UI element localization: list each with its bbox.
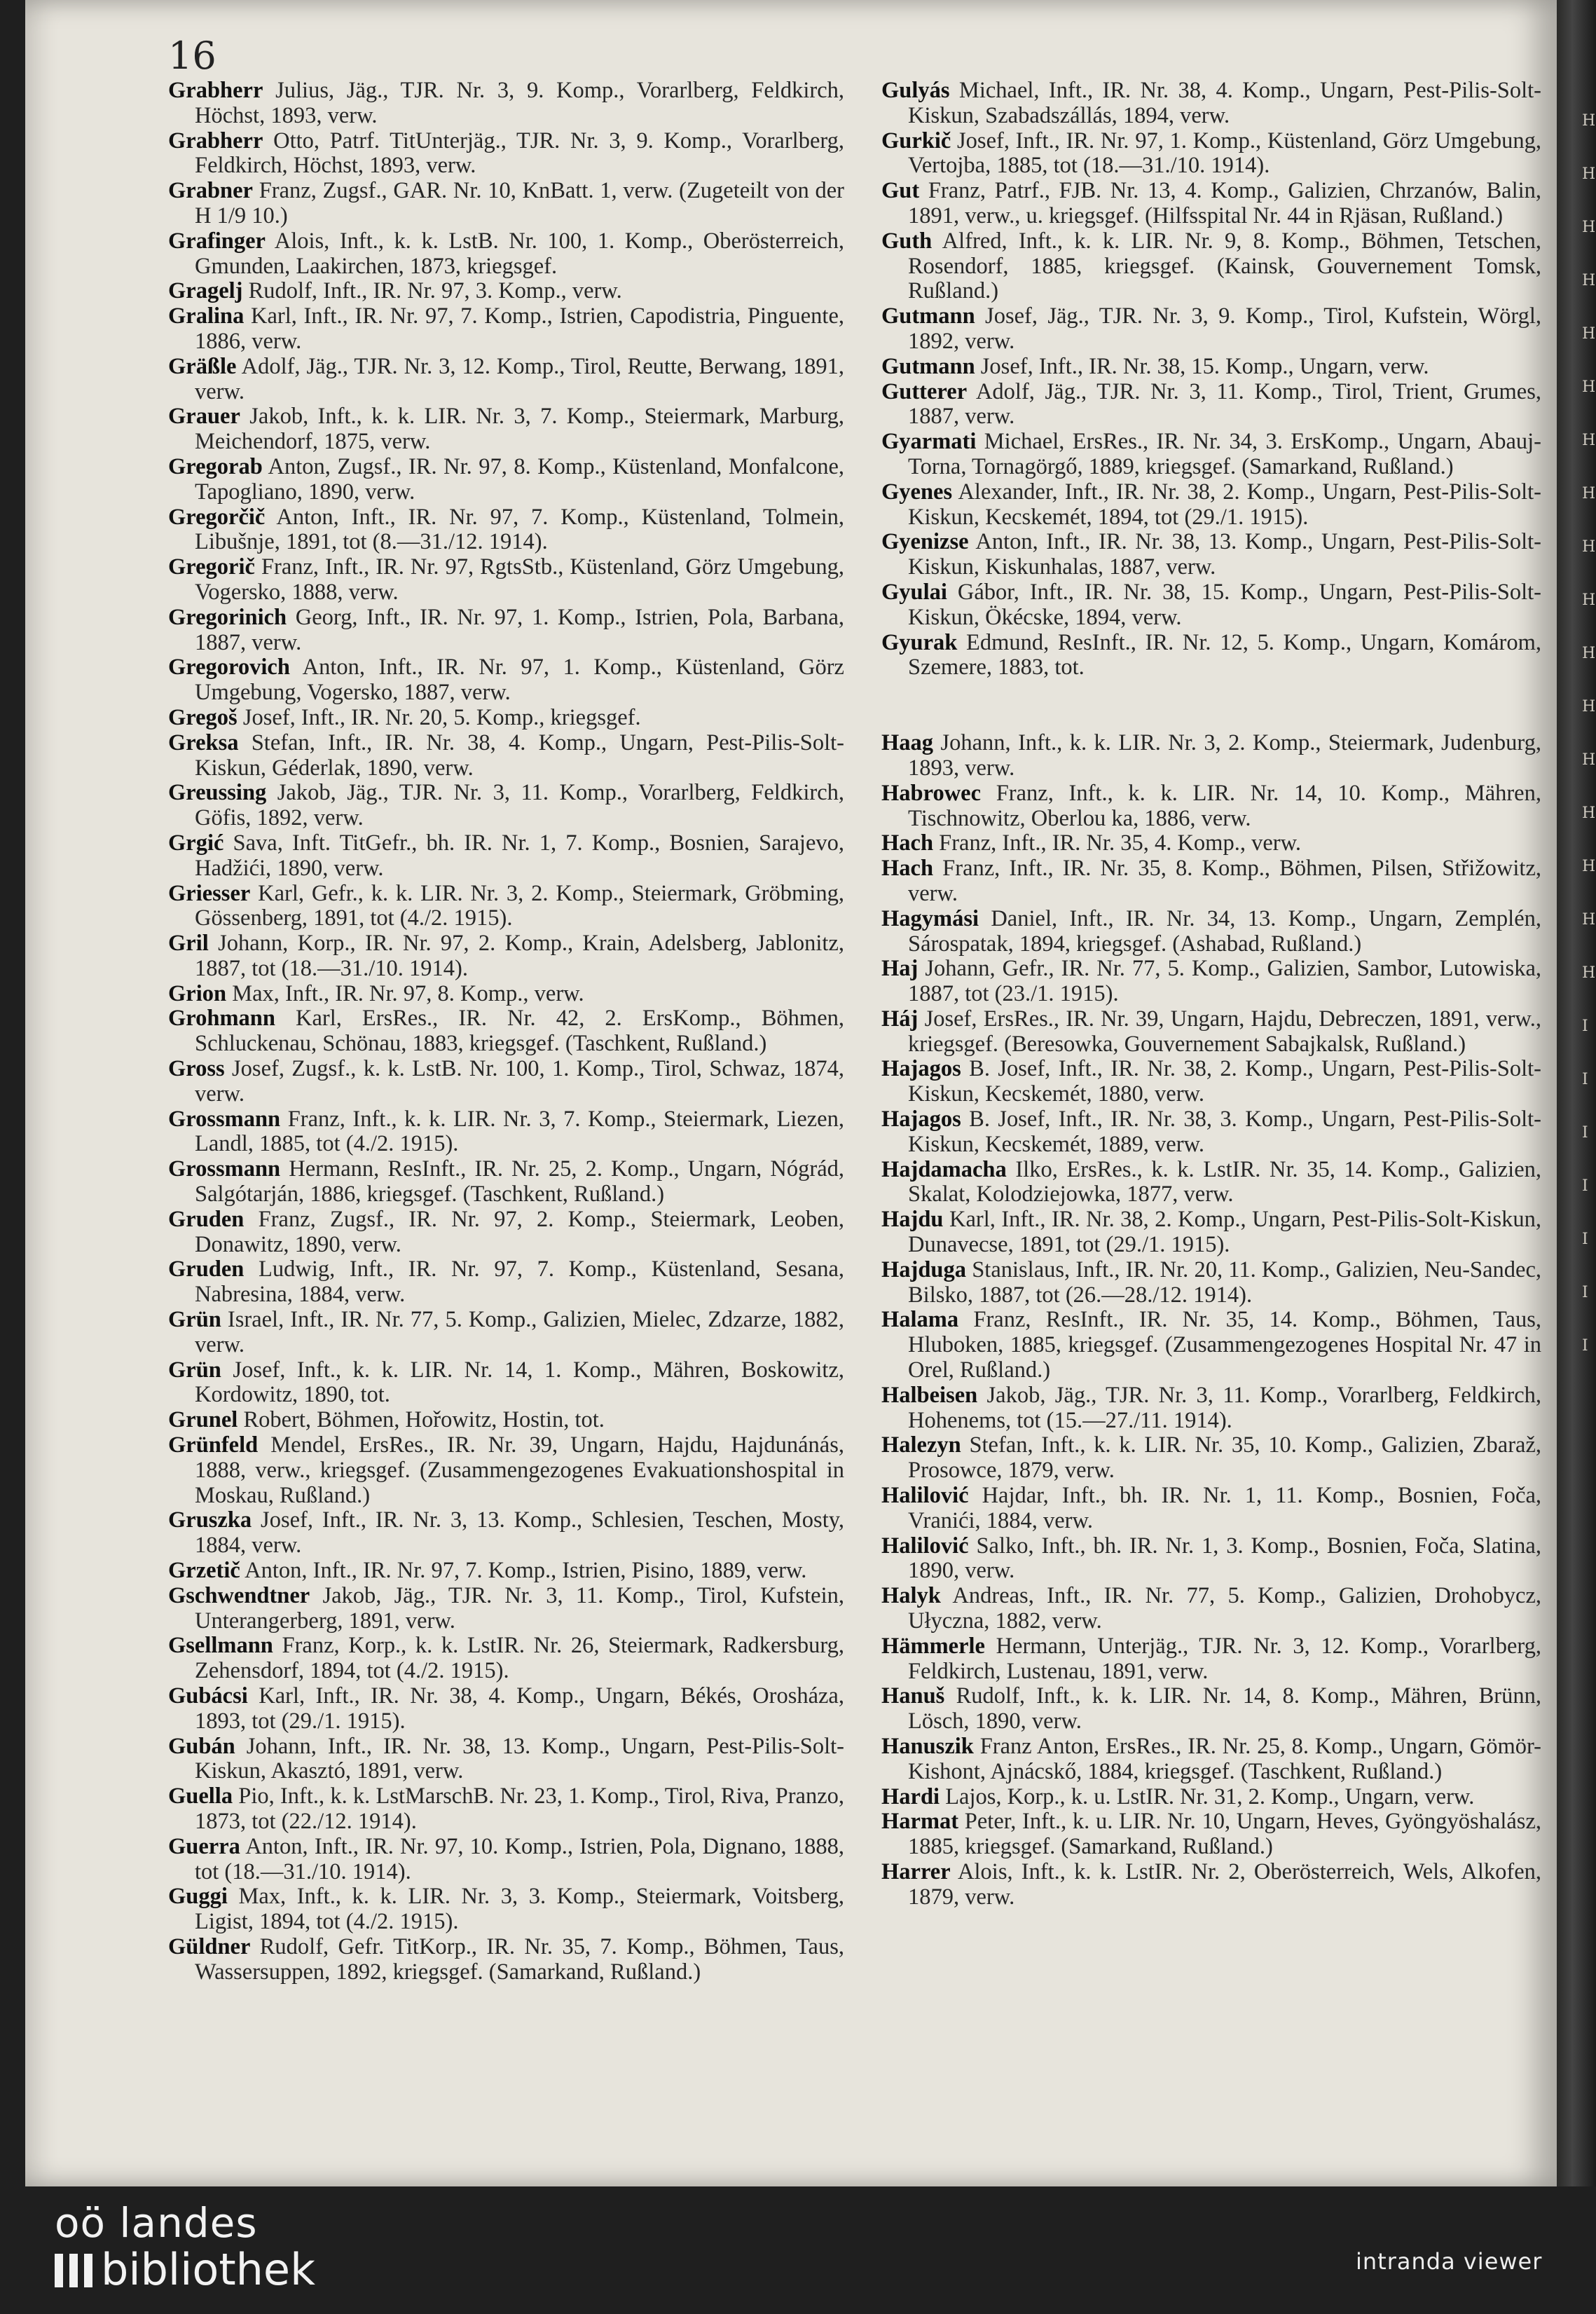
entry-surname: Hach bbox=[881, 856, 934, 882]
entry-details: Stefan, Inft., k. k. LIR. Nr. 35, 10. Komp., Galizien, Zbaraž, Prosowce, 1879, verw. bbox=[908, 1432, 1541, 1484]
register-entry bbox=[881, 1734, 1541, 1785]
register-entry bbox=[881, 1484, 1541, 1534]
entry-details: Rudolf, Gefr. TitKorp., IR. Nr. 35, 7. Komp., Böhmen, Taus, Wassersuppen, 1892, kriegsgef. (Samarkand, Rußland.) bbox=[195, 1933, 844, 1985]
entry-details: Karl, Inft., IR. Nr. 97, 7. Komp., Istrien, Capodistria, Pinguente, 1886, verw. bbox=[195, 303, 844, 354]
entry-surname: Gyurak bbox=[881, 629, 958, 655]
entry-details: Josef, ErsRes., IR. Nr. 39, Ungarn, Hajdu, Debreczen, 1891, verw., kriegsgef. (Beresowka, Gouvernement Sabajkalsk, Rußland.) bbox=[908, 1006, 1541, 1057]
entry-surname: Halbeisen bbox=[881, 1382, 978, 1408]
register-entry bbox=[168, 1006, 844, 1057]
spine-letter: I bbox=[1582, 1071, 1588, 1088]
entry-surname: Haag bbox=[881, 730, 934, 756]
entry-details: Michael, Inft., IR. Nr. 38, 4. Komp., Ungarn, Pest-Pilis-Solt-Kiskun, Szabadszállás, 1894, verw. bbox=[908, 78, 1541, 128]
entry-surname: Greksa bbox=[168, 730, 239, 755]
entry-details: Anton, Inft., IR. Nr. 97, 1. Komp., Küstenland, Görz Umgebung, Vogersko, 1887, verw. bbox=[195, 655, 844, 706]
entry-surname: Hajagos bbox=[881, 1056, 961, 1082]
register-entry bbox=[168, 1408, 844, 1433]
entry-surname: Grün bbox=[168, 1307, 221, 1333]
entry-surname: Gyulai bbox=[881, 579, 947, 605]
register-entry bbox=[168, 455, 844, 505]
entry-details: Stanislaus, Inft., IR. Nr. 20, 11. Komp., Galizien, Neu-Sandec, Bilsko, 1887, tot (26.—28./12. 1914). bbox=[908, 1257, 1541, 1308]
register-entry bbox=[881, 430, 1541, 480]
entry-details: Alfred, Inft., k. k. LIR. Nr. 9, 8. Komp., Böhmen, Tetschen, Rosendorf, 1885, kriegsgef. (Kainsk, Gouvernement Tomsk, Rußland.) bbox=[908, 228, 1541, 304]
entry-details: Mendel, ErsRes., IR. Nr. 39, Ungarn, Hajdu, Hajdunánás, 1888, verw., kriegsgef. (Zusammengezogenes Evakuationshospital in Moskau, Rußland.) bbox=[195, 1432, 844, 1508]
entry-surname: Guerra bbox=[168, 1833, 240, 1859]
spine-letter: H bbox=[1582, 378, 1596, 396]
entry-surname: Haj bbox=[881, 956, 919, 982]
entry-details: Stefan, Inft., IR. Nr. 38, 4. Komp., Ungarn, Pest-Pilis-Solt-Kiskun, Géderlak, 1890, verw. bbox=[195, 730, 844, 781]
register-entry bbox=[881, 78, 1541, 129]
entry-surname: Grion bbox=[168, 980, 227, 1006]
register-entry bbox=[881, 1584, 1541, 1634]
entry-details: Anton, Inft., IR. Nr. 97, 7. Komp., Küstenland, Tolmein, Libušnje, 1891, tot (8.—31./12. 1914). bbox=[195, 504, 844, 555]
register-entry bbox=[168, 1784, 844, 1835]
entry-surname: Hajagos bbox=[881, 1107, 961, 1132]
entry-surname: Guella bbox=[168, 1784, 233, 1809]
section-g bbox=[881, 78, 1541, 680]
register-entry bbox=[168, 1157, 844, 1207]
entry-surname: Gubácsi bbox=[168, 1683, 248, 1709]
entry-details: Franz, Inft., IR. Nr. 35, 8. Komp., Böhmen, Pilsen, Střižowitz, verw. bbox=[908, 856, 1541, 906]
register-entry bbox=[881, 1634, 1541, 1685]
entry-surname: Halama bbox=[881, 1307, 959, 1333]
register-entry bbox=[168, 1257, 844, 1308]
entry-details: Hermann, Unterjäg., TJR. Nr. 3, 12. Komp., Vorarlberg, Feldkirch, Lustenau, 1891, verw. bbox=[908, 1633, 1541, 1684]
entry-surname: Halezyn bbox=[881, 1432, 961, 1458]
entry-surname: Güldner bbox=[168, 1933, 251, 1959]
entry-details: Franz, Patrf., FJB. Nr. 13, 4. Komp., Galizien, Chrzanów, Balin, 1891, verw., u. kriegsgef. (Hilfsspital Nr. 44 in Rjäsan, Rußland.) bbox=[908, 178, 1541, 228]
entry-details: Israel, Inft., IR. Nr. 77, 5. Komp., Galizien, Mielec, Zdzarze, 1882, verw. bbox=[195, 1307, 844, 1357]
spine-letter: H bbox=[1582, 591, 1596, 609]
register-entry bbox=[168, 982, 844, 1007]
entry-details: Lajos, Korp., k. u. LstIR. Nr. 31, 2. Komp., Ungarn, verw. bbox=[940, 1784, 1475, 1809]
entry-surname: Gulyás bbox=[881, 78, 950, 103]
entry-surname: Gruden bbox=[168, 1206, 245, 1232]
entry-details: Johann, Korp., IR. Nr. 97, 2. Komp., Krain, Adelsberg, Jablonitz, 1887, tot (18.—31./10. 1914). bbox=[195, 931, 844, 981]
register-entry bbox=[881, 480, 1541, 530]
entry-surname: Greussing bbox=[168, 780, 267, 806]
entry-surname: Habrowec bbox=[881, 780, 982, 806]
register-entry bbox=[168, 1634, 844, 1684]
entry-surname: Grunel bbox=[168, 1407, 238, 1433]
entry-surname: Grabherr bbox=[168, 78, 263, 103]
entry-details: Daniel, Inft., IR. Nr. 34, 13. Komp., Ungarn, Zemplén, Sárospatak, 1894, kriegsgef. (Ashabad, Rußland.) bbox=[908, 905, 1541, 957]
entry-surname: Grohmann bbox=[168, 1006, 275, 1032]
spine-letter: H bbox=[1582, 272, 1596, 289]
section-h bbox=[881, 731, 1541, 1910]
entry-details: Edmund, ResInft., IR. Nr. 12, 5. Komp., Ungarn, Komárom, Szemere, 1883, tot. bbox=[908, 629, 1541, 680]
entry-details: Alois, Inft., k. k. LstB. Nr. 100, 1. Komp., Oberösterreich, Gmunden, Laakirchen, 1873, kriegsgef. bbox=[195, 228, 844, 279]
entry-surname: Gräßle bbox=[168, 353, 237, 379]
register-entry bbox=[881, 1809, 1541, 1860]
register-entry bbox=[881, 229, 1541, 304]
entry-details: Ludwig, Inft., IR. Nr. 97, 7. Komp., Küstenland, Sesana, Nabresina, 1884, verw. bbox=[195, 1257, 844, 1308]
spine-letter: H bbox=[1582, 751, 1596, 769]
spine-letter: H bbox=[1582, 698, 1596, 716]
register-entry bbox=[168, 279, 844, 304]
entry-surname: Hämmerle bbox=[881, 1633, 985, 1659]
register-entry bbox=[881, 1107, 1541, 1158]
entry-surname: Gutmann bbox=[881, 353, 975, 379]
spine-letter: I bbox=[1582, 1124, 1588, 1142]
register-entry bbox=[168, 1884, 844, 1935]
logo-text-line1: oö landes bbox=[55, 2199, 258, 2247]
register-entry bbox=[168, 1508, 844, 1559]
entry-details: Karl, Gefr., k. k. LIR. Nr. 3, 2. Komp., Steiermark, Gröbming, Gössenberg, 1891, tot (4./2. 1915). bbox=[195, 880, 844, 931]
entry-surname: Gross bbox=[168, 1056, 225, 1082]
entry-surname: Gutterer bbox=[881, 378, 968, 404]
register-entry bbox=[168, 605, 844, 656]
library-logo[interactable] bbox=[55, 2200, 315, 2294]
entry-details: Karl, Inft., IR. Nr. 38, 2. Komp., Ungarn, Pest-Pilis-Solt-Kiskun, Dunavecse, 1891, tot (29./1. 1915). bbox=[908, 1207, 1541, 1258]
entry-details: Jakob, Jäg., TJR. Nr. 3, 11. Komp., Vorarlberg, Feldkirch, Hohenems, tot (15.—27./11. 1914). bbox=[908, 1382, 1541, 1433]
entry-surname: Gruden bbox=[168, 1257, 245, 1282]
entry-details: Hermann, ResInft., IR. Nr. 25, 2. Komp., Ungarn, Nógrád, Salgótarján, 1886, kriegsgef. (Taschkent, Rußland.) bbox=[195, 1156, 844, 1207]
entry-surname: Halilović bbox=[881, 1483, 969, 1509]
entry-surname: Gyenizse bbox=[881, 529, 969, 555]
entry-details: Anton, Zugsf., IR. Nr. 97, 8. Komp., Küstenland, Monfalcone, Tapogliano, 1890, verw. bbox=[195, 453, 844, 505]
entry-details: Max, Inft., IR. Nr. 97, 8. Komp., verw. bbox=[226, 980, 584, 1006]
entry-details: Josef, Inft., k. k. LIR. Nr. 14, 1. Komp., Mähren, Boskowitz, Kordowitz, 1890, tot. bbox=[195, 1357, 844, 1408]
register-entry bbox=[168, 1308, 844, 1358]
register-entry bbox=[168, 781, 844, 831]
entry-surname: Grgić bbox=[168, 830, 224, 856]
register-entry bbox=[881, 631, 1541, 681]
entry-surname: Gregorab bbox=[168, 453, 263, 479]
entry-surname: Gregorčič bbox=[168, 504, 266, 530]
entry-details: Max, Inft., k. k. LIR. Nr. 3, 3. Komp., Steiermark, Voitsberg, Ligist, 1894, tot (4./2. 1915). bbox=[195, 1884, 844, 1935]
entry-surname: Grafinger bbox=[168, 228, 266, 254]
entry-surname: Hach bbox=[881, 830, 934, 856]
register-entry bbox=[881, 731, 1541, 781]
entry-surname: Hagymási bbox=[881, 905, 979, 931]
register-entry bbox=[168, 1358, 844, 1409]
register-entry bbox=[168, 1584, 844, 1634]
register-entry bbox=[168, 1107, 844, 1158]
right-column bbox=[881, 78, 1541, 1910]
register-entry bbox=[881, 831, 1541, 856]
entry-details: Johann, Inft., IR. Nr. 38, 13. Komp., Ungarn, Pest-Pilis-Solt-Kiskun, Akasztó, 1891, verw. bbox=[195, 1733, 844, 1784]
register-entry bbox=[881, 129, 1541, 179]
entry-details: Franz, Inft., IR. Nr. 35, 4. Komp., verw. bbox=[933, 830, 1302, 856]
entry-surname: Grossmann bbox=[168, 1156, 281, 1182]
register-entry bbox=[168, 304, 844, 355]
entry-surname: Gregorinich bbox=[168, 604, 287, 630]
entry-surname: Gregorovich bbox=[168, 655, 290, 680]
entry-surname: Gsellmann bbox=[168, 1633, 273, 1659]
entry-details: Franz, Inft., k. k. LIR. Nr. 3, 7. Komp., Steiermark, Liezen, Landl, 1885, tot (4./2. 1915). bbox=[195, 1106, 844, 1157]
entry-surname: Gschwendtner bbox=[168, 1582, 310, 1608]
register-entry bbox=[881, 1433, 1541, 1484]
register-entry bbox=[168, 1207, 844, 1258]
entry-details: Josef, Inft., IR. Nr. 3, 13. Komp., Schlesien, Teschen, Mosty, 1884, verw. bbox=[195, 1507, 844, 1559]
entry-surname: Hajdamacha bbox=[881, 1156, 1007, 1182]
spine-letter: H bbox=[1582, 538, 1596, 556]
register-entry bbox=[168, 1684, 844, 1734]
register-entry bbox=[881, 1258, 1541, 1308]
logo-bars-icon bbox=[55, 2254, 94, 2287]
entry-details: Jakob, Jäg., TJR. Nr. 3, 11. Komp., Vorarlberg, Feldkirch, Göfis, 1892, verw. bbox=[195, 780, 844, 831]
spine-letter: I bbox=[1582, 1231, 1588, 1248]
entry-surname: Gregoš bbox=[168, 704, 238, 730]
entry-details: Ilko, ErsRes., k. k. LstIR. Nr. 35, 14. Komp., Galizien, Skalat, Kolodziejowka, 1877, verw. bbox=[908, 1156, 1541, 1207]
entry-details: Salko, Inft., bh. IR. Nr. 1, 3. Komp., Bosnien, Foča, Slatina, 1890, verw. bbox=[908, 1533, 1541, 1584]
entry-surname: Guggi bbox=[168, 1884, 228, 1910]
spine-letter: H bbox=[1582, 911, 1596, 929]
entry-surname: Hardi bbox=[881, 1784, 940, 1809]
register-entry bbox=[881, 1860, 1541, 1910]
entry-details: Peter, Inft., k. u. LIR. Nr. 10, Ungarn, Heves, Gyöngyöshalász, 1885, kriegsgef. (Samarkand, Rußland.) bbox=[908, 1809, 1541, 1860]
entry-details: B. Josef, Inft., IR. Nr. 38, 2. Komp., Ungarn, Pest-Pilis-Solt-Kiskun, Kecskemét, 1880, verw. bbox=[908, 1056, 1541, 1107]
entry-details: Rudolf, Inft., IR. Nr. 97, 3. Komp., verw. bbox=[242, 278, 622, 304]
register-entry bbox=[168, 555, 844, 605]
entry-surname: Grünfeld bbox=[168, 1432, 259, 1458]
register-entry bbox=[881, 1057, 1541, 1107]
register-entry bbox=[881, 907, 1541, 957]
spine-letter: I bbox=[1582, 1337, 1588, 1355]
entry-details: Jakob, Inft., k. k. LIR. Nr. 3, 7. Komp., Steiermark, Marburg, Meichendorf, 1875, verw. bbox=[195, 404, 844, 455]
entry-details: Robert, Böhmen, Hořowitz, Hostin, tot. bbox=[238, 1407, 605, 1433]
register-entry bbox=[168, 1057, 844, 1107]
entry-surname: Gurkič bbox=[881, 128, 951, 153]
entry-details: Josef, Inft., IR. Nr. 20, 5. Komp., kriegsgef. bbox=[237, 704, 641, 730]
register-entry bbox=[168, 229, 844, 280]
entry-surname: Hajduga bbox=[881, 1257, 967, 1282]
register-entry bbox=[881, 304, 1541, 355]
spine-letter: H bbox=[1582, 805, 1596, 822]
entry-details: Franz, Korp., k. k. LstIR. Nr. 26, Steiermark, Radkersburg, Zehensdorf, 1894, tot (4./2. 1915). bbox=[195, 1633, 844, 1684]
spine-letter: H bbox=[1582, 112, 1596, 130]
register-entry bbox=[168, 1433, 844, 1508]
spine-letter: H bbox=[1582, 325, 1596, 343]
register-entry bbox=[881, 1684, 1541, 1734]
entry-surname: Grauer bbox=[168, 404, 240, 430]
register-entry bbox=[168, 179, 844, 229]
register-entry bbox=[168, 1835, 844, 1885]
register-entry bbox=[168, 655, 844, 706]
register-entry bbox=[881, 1207, 1541, 1258]
entry-surname: Háj bbox=[881, 1006, 919, 1032]
entry-details: Michael, ErsRes., IR. Nr. 34, 3. ErsKomp., Ungarn, Abauj-Torna, Tornagörgő, 1889, kriegsgef. (Samarkand, Rußland.) bbox=[908, 429, 1541, 479]
register-entry bbox=[168, 931, 844, 982]
register-entry bbox=[881, 380, 1541, 430]
entry-details: Rudolf, Inft., k. k. LIR. Nr. 14, 8. Komp., Mähren, Brünn, Lösch, 1890, verw. bbox=[908, 1683, 1541, 1734]
entry-surname: Gutmann bbox=[881, 303, 975, 329]
entry-surname: Grabner bbox=[168, 178, 253, 204]
register-entry bbox=[881, 179, 1541, 229]
entry-details: Otto, Patrf. TitUnterjäg., TJR. Nr. 3, 9. Komp., Vorarlberg, Feldkirch, Höchst, 1893, verw. bbox=[195, 128, 844, 179]
entry-details: Franz, Zugsf., IR. Nr. 97, 2. Komp., Steiermark, Leoben, Donawitz, 1890, verw. bbox=[195, 1206, 844, 1257]
entry-surname: Hanuš bbox=[881, 1683, 945, 1709]
register-entry bbox=[881, 1007, 1541, 1057]
entry-details: Gábor, Inft., IR. Nr. 38, 15. Komp., Ungarn, Pest-Pilis-Solt-Kiskun, Ökécske, 1894, verw. bbox=[908, 579, 1541, 630]
entry-surname: Gubán bbox=[168, 1733, 235, 1759]
entry-details: Alois, Inft., k. k. LstIR. Nr. 2, Oberösterreich, Wels, Alkofen, 1879, verw. bbox=[908, 1858, 1541, 1910]
register-entry bbox=[881, 1308, 1541, 1383]
entry-details: Julius, Jäg., TJR. Nr. 3, 9. Komp., Vorarlberg, Feldkirch, Höchst, 1893, verw. bbox=[195, 78, 844, 128]
entry-details: Sava, Inft. TitGefr., bh. IR. Nr. 1, 7. Komp., Bosnien, Sarajevo, Hadžići, 1890, verw. bbox=[195, 830, 844, 881]
entry-surname: Gruszka bbox=[168, 1507, 252, 1533]
register-entry bbox=[168, 1559, 844, 1584]
register-entry bbox=[881, 1158, 1541, 1208]
entry-details: Johann, Inft., k. k. LIR. Nr. 3, 2. Komp., Steiermark, Judenburg, 1893, verw. bbox=[908, 730, 1541, 781]
register-entry bbox=[881, 1534, 1541, 1584]
entry-details: Alexander, Inft., IR. Nr. 38, 2. Komp., Ungarn, Pest-Pilis-Solt-Kiskun, Kecskemét, 1894, tot (29./1. 1915). bbox=[908, 479, 1541, 530]
entry-surname: Hajdu bbox=[881, 1207, 944, 1233]
page-number: 16 bbox=[168, 34, 216, 78]
entry-surname: Grossmann bbox=[168, 1106, 281, 1132]
register-entry bbox=[168, 1734, 844, 1785]
spine-letter: H bbox=[1582, 165, 1596, 183]
entry-surname: Gralina bbox=[168, 303, 245, 329]
entry-details: Johann, Gefr., IR. Nr. 77, 5. Komp., Galizien, Sambor, Lutowiska, 1887, tot (23./1. 1915). bbox=[908, 956, 1541, 1007]
entry-surname: Hanuszik bbox=[881, 1734, 974, 1759]
entry-surname: Gragelj bbox=[168, 278, 243, 304]
left-column bbox=[168, 78, 844, 1985]
register-entry bbox=[168, 404, 844, 455]
entry-details: Andreas, Inft., IR. Nr. 77, 5. Komp., Galizien, Drohobycz, Ułyczna, 1882, verw. bbox=[908, 1583, 1541, 1634]
viewer-footer bbox=[0, 2186, 1596, 2314]
entry-details: Josef, Zugsf., k. k. LstB. Nr. 100, 1. Komp., Tirol, Schwaz, 1874, verw. bbox=[195, 1056, 844, 1107]
entry-details: Franz, Inft., k. k. LIR. Nr. 14, 10. Komp., Mähren, Tischnowitz, Oberlou ka, 1886, verw. bbox=[908, 780, 1541, 831]
entry-surname: Gyarmati bbox=[881, 429, 977, 455]
entry-surname: Gregorič bbox=[168, 554, 255, 580]
spine-letter: H bbox=[1582, 645, 1596, 662]
register-entry bbox=[881, 856, 1541, 907]
entry-surname: Harmat bbox=[881, 1809, 959, 1835]
register-entry bbox=[881, 355, 1541, 380]
section-divider bbox=[881, 680, 1541, 731]
register-entry bbox=[168, 129, 844, 179]
spine-letter: H bbox=[1582, 858, 1596, 875]
spine-letter: I bbox=[1582, 1284, 1588, 1301]
entry-details: Josef, Inft., IR. Nr. 97, 1. Komp., Küstenland, Görz Umgebung, Vertojba, 1885, tot (18.—31./10. 1914). bbox=[908, 128, 1541, 179]
register-entry bbox=[881, 580, 1541, 631]
entry-surname: Gut bbox=[881, 178, 920, 204]
register-entry bbox=[881, 530, 1541, 580]
entry-details: Josef, Inft., IR. Nr. 38, 15. Komp., Ungarn, verw. bbox=[975, 353, 1429, 379]
entry-surname: Grün bbox=[168, 1357, 221, 1383]
entry-details: Adolf, Jäg., TJR. Nr. 3, 11. Komp., Tirol, Trient, Grumes, 1887, verw. bbox=[908, 378, 1541, 430]
entry-details: Jakob, Jäg., TJR. Nr. 3, 11. Komp., Tirol, Kufstein, Unterangerberg, 1891, verw. bbox=[195, 1582, 844, 1634]
register-entry bbox=[881, 1383, 1541, 1434]
entry-surname: Guth bbox=[881, 228, 933, 254]
entry-details: Franz, Inft., IR. Nr. 97, RgtsStb., Küstenland, Görz Umgebung, Vogersko, 1888, verw. bbox=[195, 554, 844, 605]
entry-details: Anton, Inft., IR. Nr. 97, 10. Komp., Istrien, Pola, Dignano, 1888, tot (18.—31./10. 1914). bbox=[195, 1833, 844, 1884]
register-entry bbox=[168, 78, 844, 129]
entry-surname: Harrer bbox=[881, 1858, 951, 1884]
spine-letter: I bbox=[1582, 1018, 1588, 1035]
entry-details: Hajdar, Inft., bh. IR. Nr. 1, 11. Komp., Bosnien, Foča, Vranići, 1884, verw. bbox=[908, 1483, 1541, 1533]
spine-letter: I bbox=[1582, 1177, 1588, 1195]
entry-details: Adolf, Jäg., TJR. Nr. 3, 12. Komp., Tirol, Reutte, Berwang, 1891, verw. bbox=[195, 353, 844, 404]
register-entry bbox=[168, 505, 844, 556]
spine-letter: H bbox=[1582, 432, 1596, 449]
register-entry bbox=[168, 706, 844, 731]
entry-details: Karl, ErsRes., IR. Nr. 42, 2. ErsKomp., Böhmen, Schluckenau, Schönau, 1883, kriegsgef. (Taschkent, Rußland.) bbox=[195, 1006, 844, 1057]
register-entry bbox=[881, 781, 1541, 832]
entry-surname: Gyenes bbox=[881, 479, 953, 505]
logo-text-line2: bibliothek bbox=[101, 2244, 315, 2295]
viewer-brand-label[interactable]: intranda viewer bbox=[1356, 2248, 1543, 2275]
register-entry bbox=[881, 1785, 1541, 1810]
entry-details: Franz, Zugsf., GAR. Nr. 10, KnBatt. 1, verw. (Zugeteilt von der H 1/9 10.) bbox=[195, 178, 844, 228]
entry-details: Anton, Inft., IR. Nr. 38, 13. Komp., Ungarn, Pest-Pilis-Solt-Kiskun, Kiskunhalas, 1887, verw. bbox=[908, 529, 1541, 580]
register-entry bbox=[168, 1935, 844, 1985]
spine-letter: H bbox=[1582, 219, 1596, 236]
spine-letter: H bbox=[1582, 485, 1596, 502]
entry-surname: Gril bbox=[168, 931, 209, 957]
spine-letter: H bbox=[1582, 964, 1596, 982]
register-entry bbox=[168, 882, 844, 932]
register-entry bbox=[168, 831, 844, 882]
entry-surname: Grzetič bbox=[168, 1558, 240, 1584]
entry-details: Franz Anton, ErsRes., IR. Nr. 25, 8. Komp., Ungarn, Gömör-Kishont, Ajnácskő, 1884, kriegsgef. (Taschkent, Rußland.) bbox=[908, 1734, 1541, 1784]
entry-details: Josef, Jäg., TJR. Nr. 3, 9. Komp., Tirol, Kufstein, Wörgl, 1892, verw. bbox=[908, 303, 1541, 354]
entry-surname: Grabherr bbox=[168, 128, 263, 153]
register-entry bbox=[168, 355, 844, 405]
entry-surname: Halyk bbox=[881, 1583, 941, 1609]
entry-details: Karl, Inft., IR. Nr. 38, 4. Komp., Ungarn, Békés, Orosháza, 1893, tot (29./1. 1915). bbox=[195, 1683, 844, 1734]
entry-surname: Halilović bbox=[881, 1533, 969, 1559]
entry-details: Pio, Inft., k. k. LstMarschB. Nr. 23, 1. Komp., Tirol, Riva, Pranzo, 1873, tot (22./12. 1914). bbox=[195, 1784, 844, 1834]
register-entry bbox=[881, 957, 1541, 1007]
register-entry bbox=[168, 731, 844, 781]
entry-details: B. Josef, Inft., IR. Nr. 38, 3. Komp., Ungarn, Pest-Pilis-Solt-Kiskun, Kecskemét, 1889, verw. bbox=[908, 1107, 1541, 1157]
entry-details: Anton, Inft., IR. Nr. 97, 7. Komp., Istrien, Pisino, 1889, verw. bbox=[240, 1558, 807, 1584]
entry-details: Franz, ResInft., IR. Nr. 35, 14. Komp., Böhmen, Taus, Hluboken, 1885, kriegsgef. (Zusammengezogenes Hospital Nr. 47 in Orel, Rußland.) bbox=[908, 1307, 1541, 1383]
entry-details: Georg, Inft., IR. Nr. 97, 1. Komp., Istrien, Pola, Barbana, 1887, verw. bbox=[195, 604, 844, 655]
entry-surname: Griesser bbox=[168, 880, 251, 906]
